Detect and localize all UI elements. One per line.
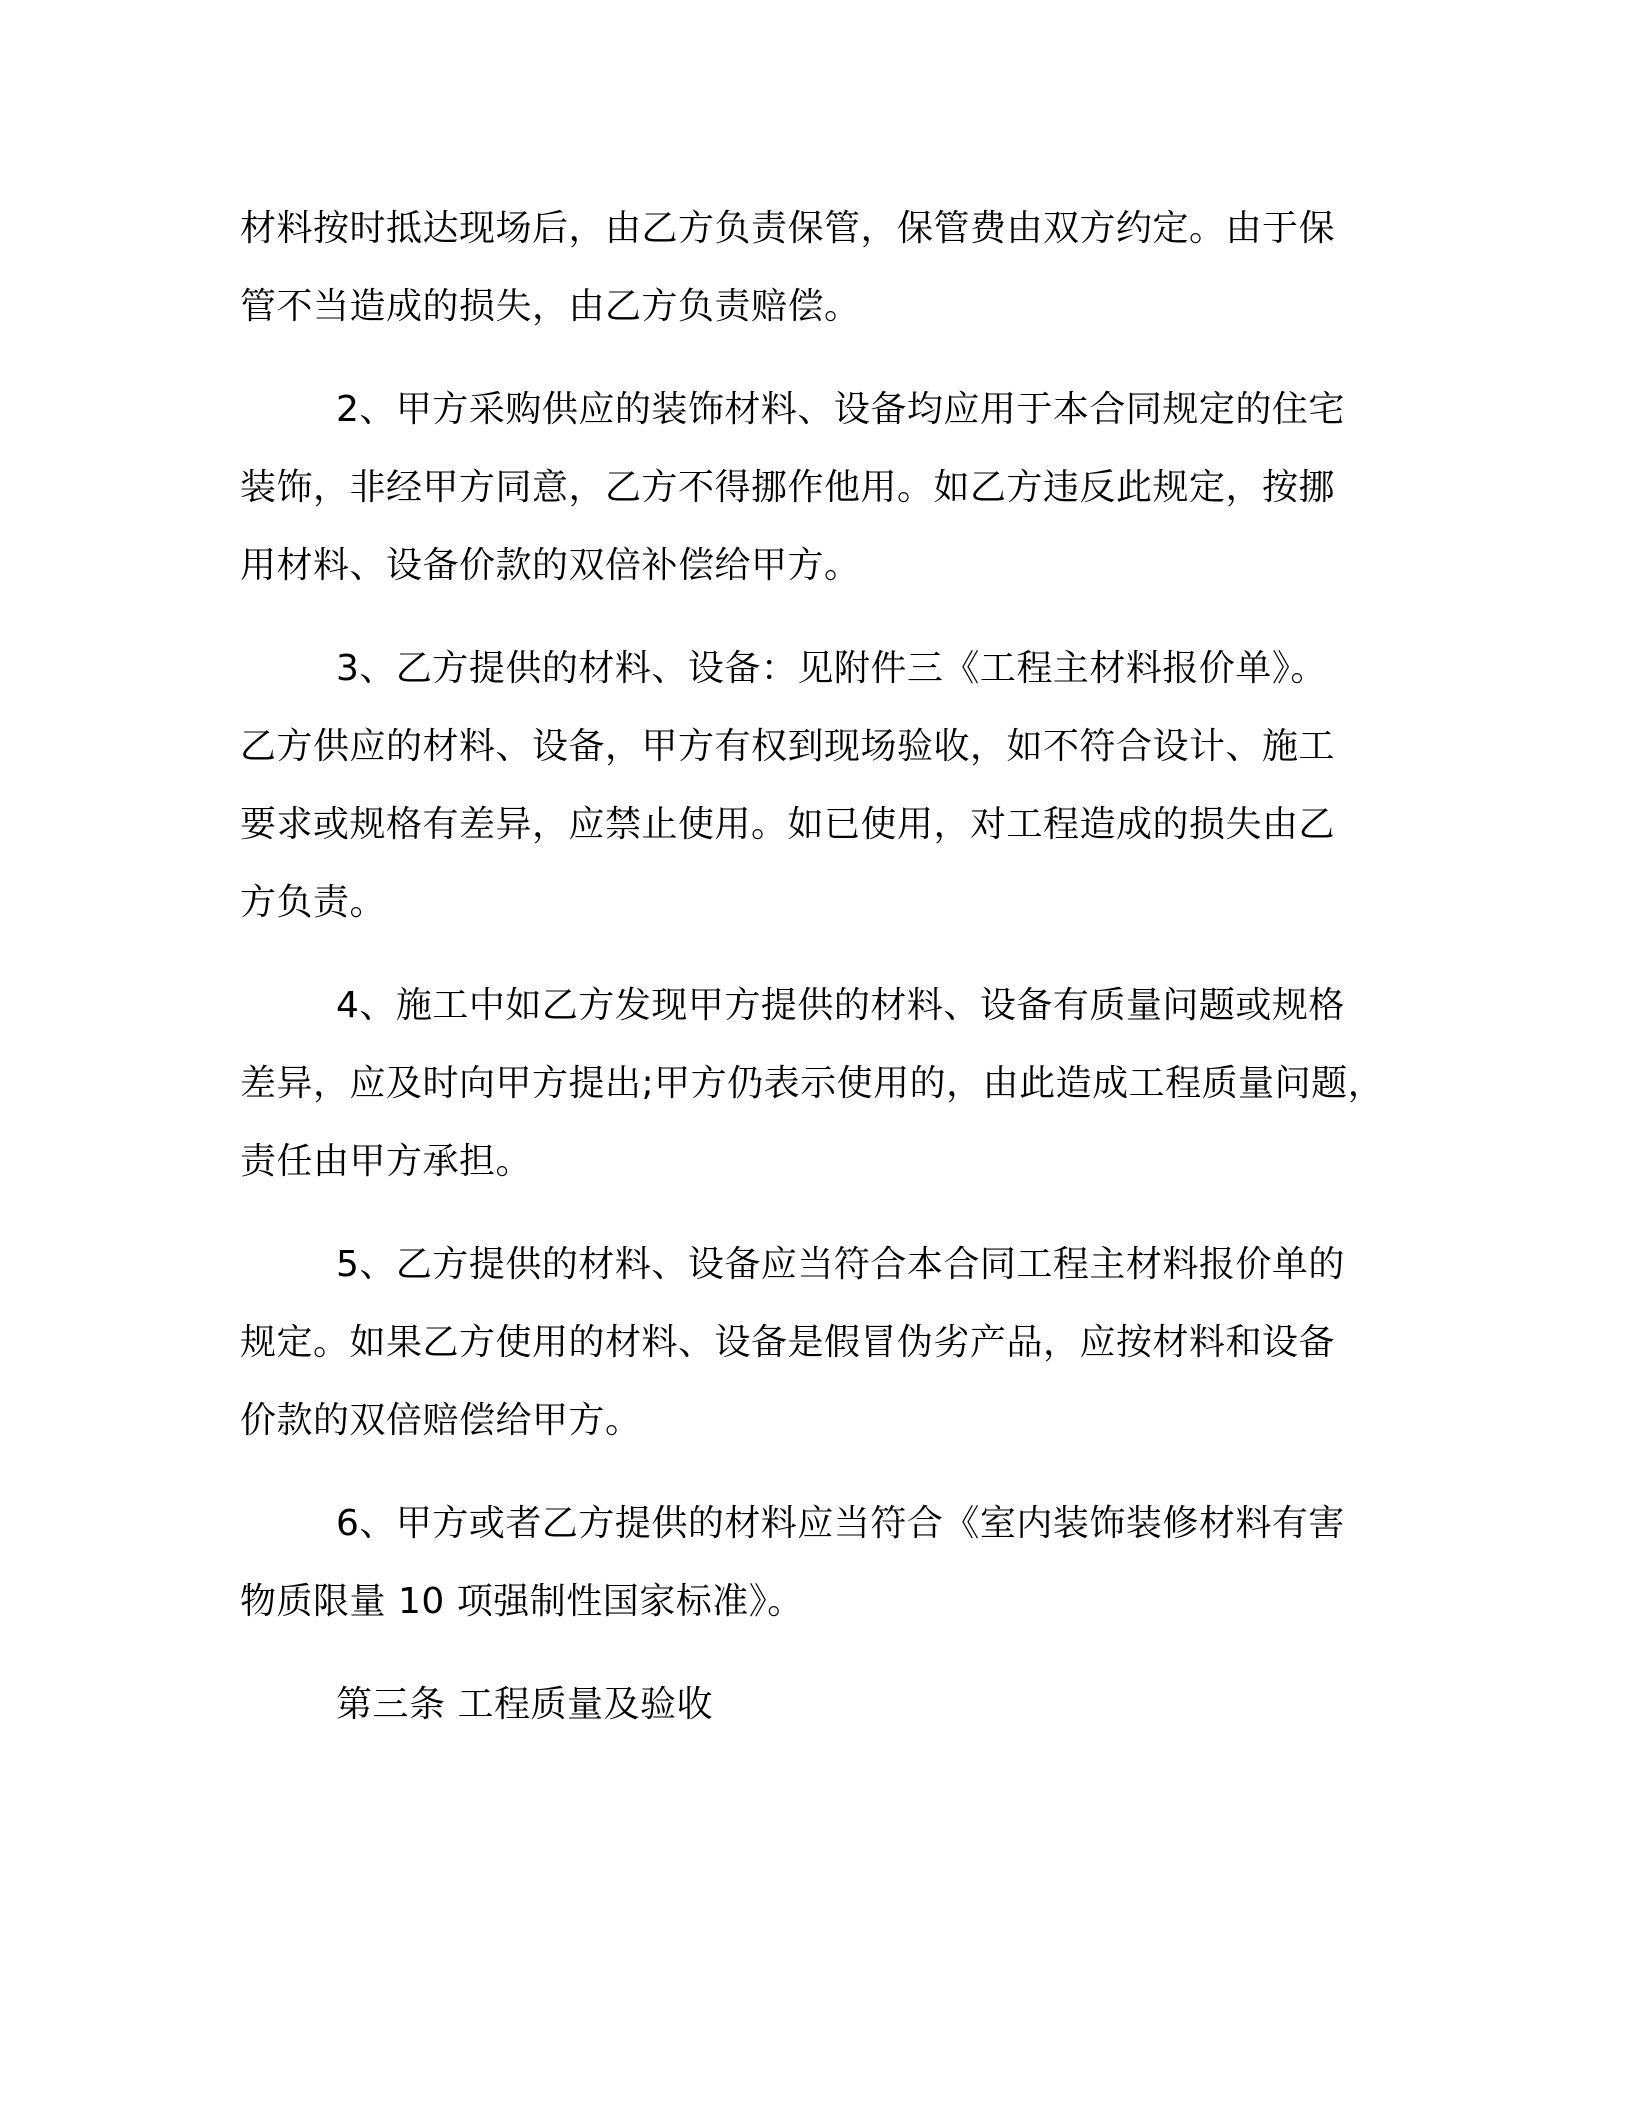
text-line: 用材料、设备价款的双倍补偿给甲方。 [240, 545, 861, 586]
section-heading: 第三条 工程质量及验收 [336, 1684, 713, 1725]
paragraph-item-2 [240, 371, 1400, 605]
text-line: 4、施工中如乙方发现甲方提供的材料、设备有质量问题或规格 [336, 985, 1345, 1026]
text-line: 要求或规格有差异，应禁止使用。如已使用，对工程造成的损失由乙 [240, 804, 1336, 845]
article-3-heading [240, 1666, 1400, 1744]
paragraph-gap [240, 1460, 1400, 1485]
text-line: 规定。如果乙方使用的材料、设备是假冒伪劣产品，应按材料和设备 [240, 1322, 1336, 1363]
paragraph-gap [240, 942, 1400, 967]
text-line: 价款的双倍赔偿给甲方。 [240, 1400, 642, 1441]
paragraph-continuation [240, 190, 1400, 346]
text-line: 2、甲方采购供应的装饰材料、设备均应用于本合同规定的住宅 [336, 389, 1345, 430]
paragraph-item-5 [240, 1226, 1400, 1460]
paragraph-gap [240, 1201, 1400, 1226]
text-line: 乙方供应的材料、设备，甲方有权到现场验收，如不符合设计、施工 [240, 726, 1336, 767]
text-line: 装饰，非经甲方同意，乙方不得挪作他用。如乙方违反此规定，按挪 [240, 467, 1336, 508]
paragraph-gap [240, 346, 1400, 371]
text-line: 6、甲方或者乙方提供的材料应当符合《室内装饰装修材料有害 [336, 1503, 1345, 1544]
text-line: 3、乙方提供的材料、设备：见附件三《工程主材料报价单》。 [336, 648, 1327, 689]
text-line: 差异，应及时向甲方提出;甲方仍表示使用的，由此造成工程质量问题， [240, 1063, 1385, 1104]
paragraph-item-3 [240, 630, 1400, 942]
document-body [240, 190, 1400, 1744]
text-line: 材料按时抵达现场后，由乙方负责保管，保管费由双方约定。由于保 [240, 208, 1336, 249]
paragraph-item-6 [240, 1485, 1400, 1641]
text-line: 方负责。 [240, 882, 387, 923]
text-line: 责任由甲方承担。 [240, 1141, 533, 1182]
paragraph-item-4 [240, 967, 1400, 1201]
paragraph-gap [240, 605, 1400, 630]
text-line: 管不当造成的损失，由乙方负责赔偿。 [240, 286, 861, 327]
text-line: 5、乙方提供的材料、设备应当符合本合同工程主材料报价单的 [336, 1244, 1345, 1285]
text-line: 物质限量 10 项强制性国家标准》。 [240, 1581, 804, 1622]
paragraph-gap [240, 1641, 1400, 1666]
